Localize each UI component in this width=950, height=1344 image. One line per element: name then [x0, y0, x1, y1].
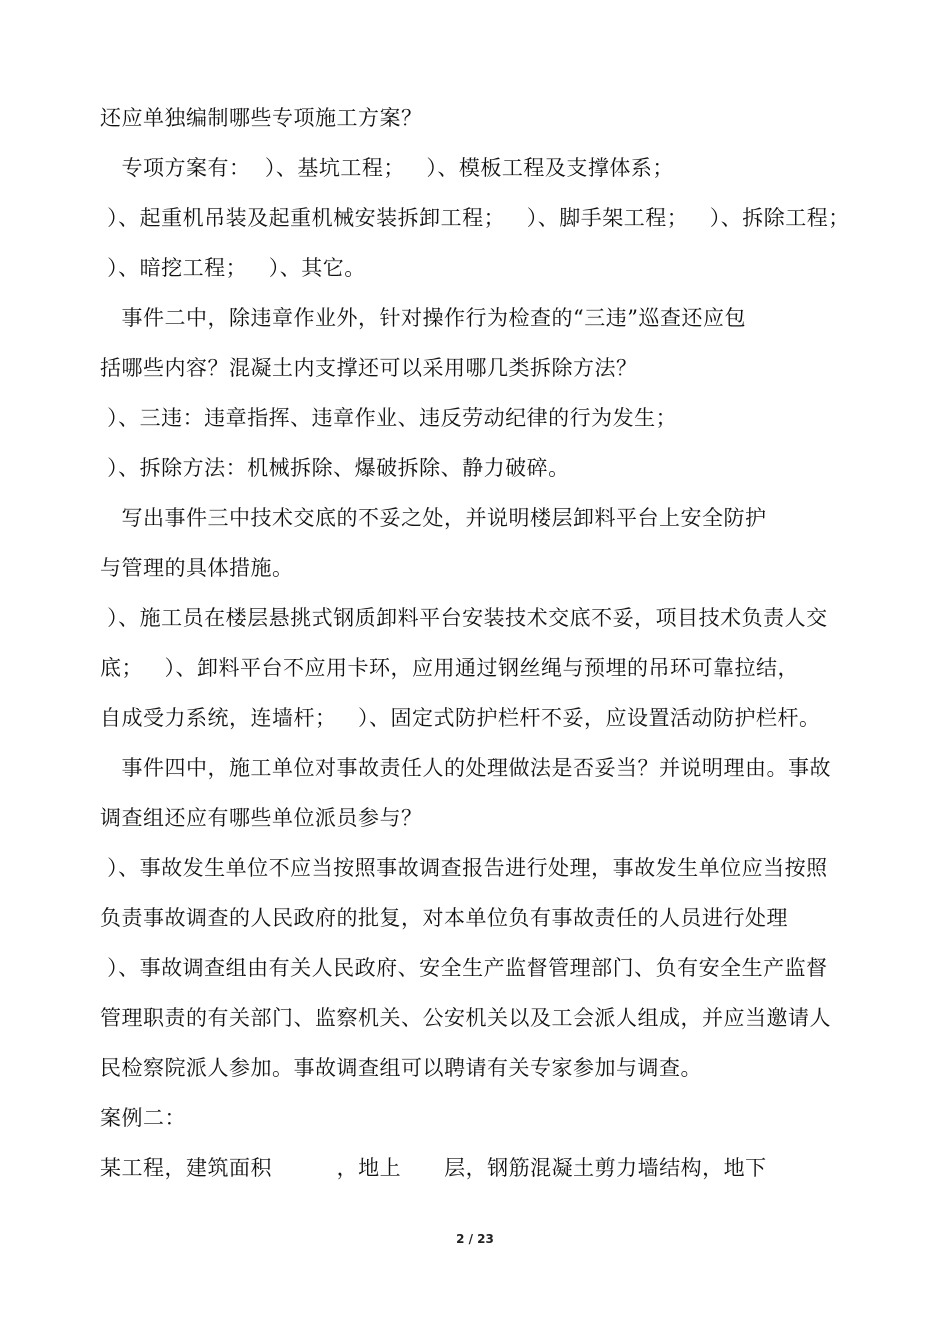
section-heading: 案例二： — [100, 1106, 186, 1130]
text-line: 负责事故调查的人民政府的批复，对本单位负有事故责任的人员进行处理 — [100, 906, 788, 930]
page-number: 2 / 23 — [456, 1232, 494, 1246]
text-line: 事件四中，施工单位对事故责任人的处理做法是否妥当？并说明理由。事故 — [100, 756, 832, 780]
text-line: ）、拆除方法：机械拆除、爆破拆除、静力破碎。 — [100, 456, 570, 480]
text-line: 底； ）、卸料平台不应用卡环，应用通过钢丝绳与预埋的吊环可靠拉结， — [100, 656, 800, 680]
text-line: ）、事故调查组由有关人民政府、安全生产监督管理部门、负有安全生产监督 — [100, 956, 828, 980]
text-line: 还应单独编制哪些专项施工方案？ — [100, 106, 423, 130]
text-line: 专项方案有： ）、基坑工程； ）、模板工程及支撑体系； — [100, 156, 674, 180]
text-line: 管理职责的有关部门、监察机关、公安机关以及工会派人组成，并应当邀请人 — [100, 1006, 831, 1030]
text-line: 民检察院派人参加。事故调查组可以聘请有关专家参加与调查。 — [100, 1056, 702, 1080]
text-line: 事件二中，除违章作业外，针对操作行为检查的“三违”巡查还应包 — [100, 306, 746, 330]
text-line: ）、施工员在楼层悬挑式钢质卸料平台安装技术交底不妥，项目技术负责人交 — [100, 606, 828, 630]
text-line: 自成受力系统，连墙杆； ）、固定式防护栏杆不妥，应设置活动防护栏杆。 — [100, 706, 821, 730]
text-line: ）、三违：违章指挥、违章作业、违反劳动纪律的行为发生； — [100, 406, 678, 430]
text-line: 某工程，建筑面积 ，地上 层，钢筋混凝土剪力墙结构，地下 — [100, 1156, 767, 1180]
text-line: 与管理的具体措施。 — [100, 556, 294, 580]
text-line: 调查组还应有哪些单位派员参与？ — [100, 806, 423, 830]
text-line: ）、事故发生单位不应当按照事故调查报告进行处理，事故发生单位应当按照 — [100, 856, 828, 880]
text-line: ）、起重机吊装及起重机械安装拆卸工程； ）、脚手架工程； ）、拆除工程； — [100, 206, 850, 230]
text-line: 写出事件三中技术交底的不妥之处，并说明楼层卸料平台上安全防护 — [100, 506, 767, 530]
text-line: ）、暗挖工程； ）、其它。 — [100, 256, 366, 280]
text-line: 括哪些内容？混凝土内支撑还可以采用哪几类拆除方法？ — [100, 356, 638, 380]
